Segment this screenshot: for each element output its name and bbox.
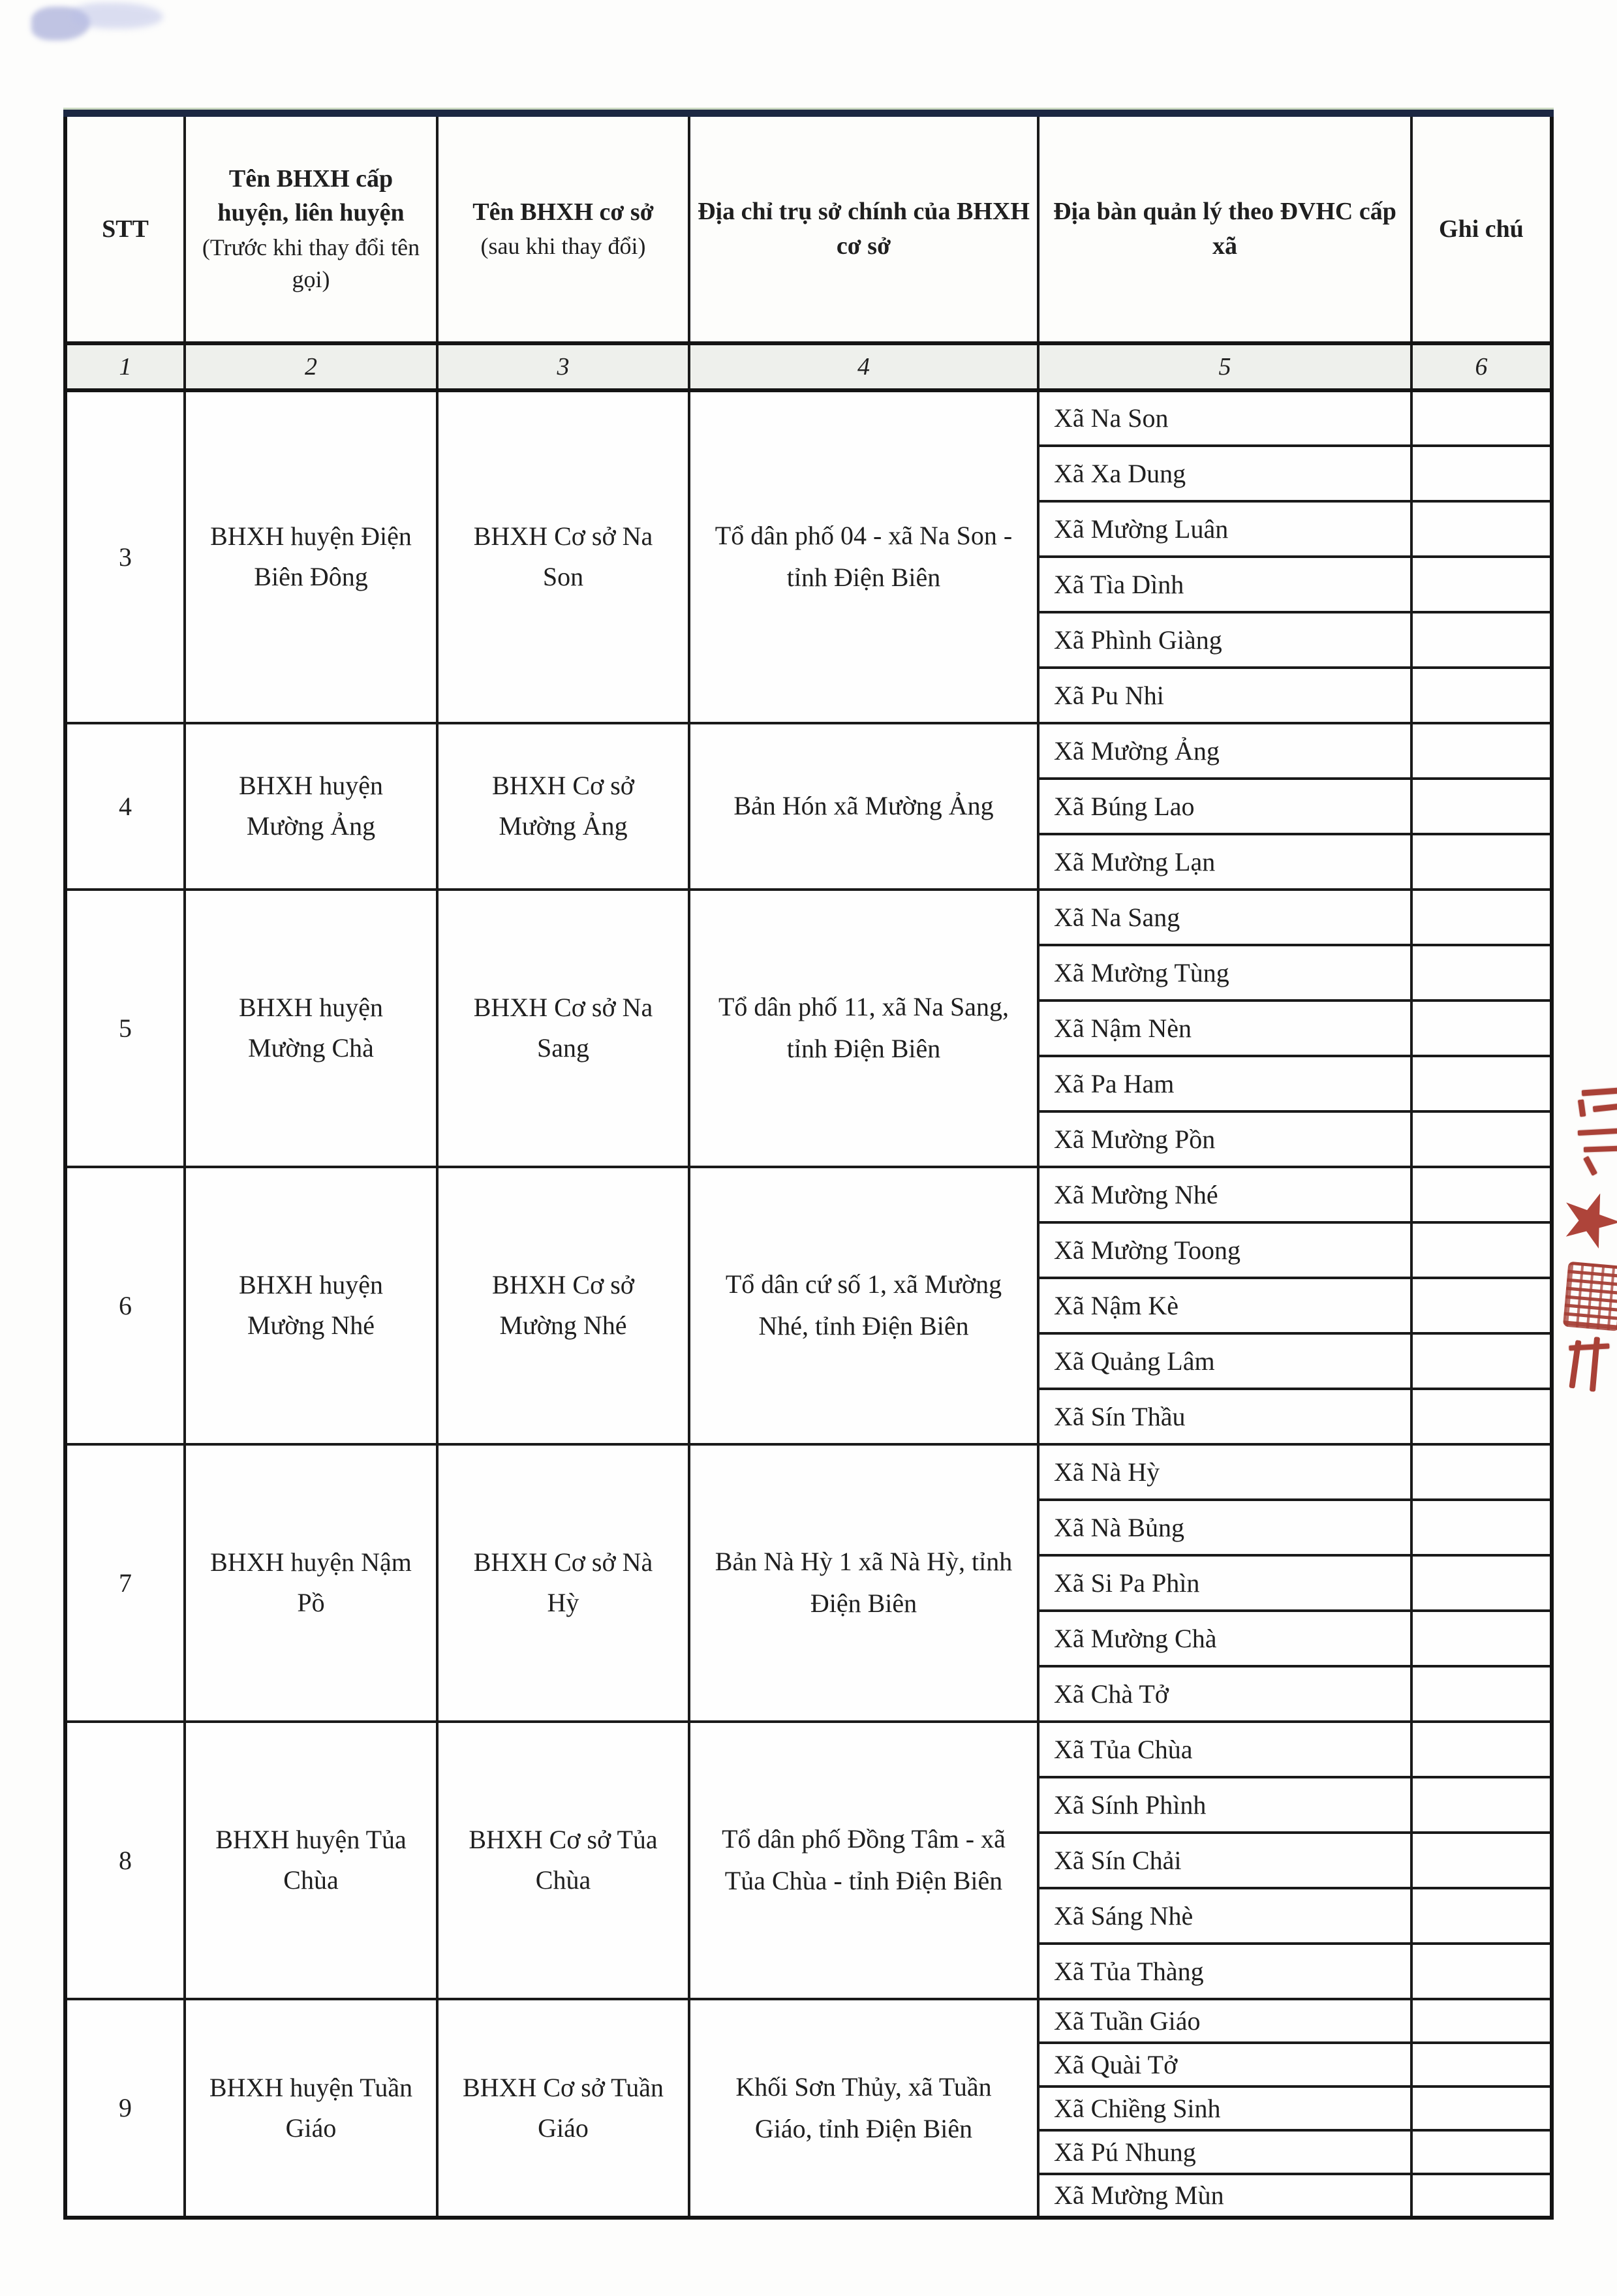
table-row — [65, 723, 1552, 779]
cell-commune: Xã Quảng Lâm — [1038, 1333, 1411, 1389]
cell-new-name: BHXH Cơ sở Nà Hỳ — [437, 1444, 689, 1722]
cell-commune: Xã Mường Nhé — [1038, 1167, 1411, 1222]
header-address — [689, 114, 1038, 343]
cell-note — [1411, 945, 1552, 1001]
cell-commune: Xã Na Sang — [1038, 890, 1411, 945]
cell-note — [1411, 834, 1552, 890]
cell-commune: Xã Sín Thầu — [1038, 1389, 1411, 1444]
cell-commune: Xã Pú Nhung — [1038, 2130, 1411, 2174]
cell-new-name: BHXH Cơ sở Mường Nhé — [437, 1167, 689, 1444]
cell-commune: Xã Mường Toong — [1038, 1222, 1411, 1278]
header-note — [1411, 114, 1552, 343]
cell-note — [1411, 1056, 1552, 1111]
cell-note — [1411, 1722, 1552, 1777]
cell-commune: Xã Mường Pồn — [1038, 1111, 1411, 1167]
cell-commune: Xã Mường Tùng — [1038, 945, 1411, 1001]
cell-note — [1411, 501, 1552, 557]
cell-note — [1411, 890, 1552, 945]
seal-bar-icon — [1583, 1156, 1597, 1176]
cell-commune: Xã Xa Dung — [1038, 446, 1411, 501]
cell-note — [1411, 446, 1552, 501]
cell-commune: Xã Mường Ảng — [1038, 723, 1411, 779]
cell-address: Tổ dân phố Đồng Tâm - xã Tủa Chùa - tỉnh Điện Biên — [689, 1722, 1038, 1999]
seal-stroke-icon — [1590, 1337, 1600, 1391]
cell-commune: Xã Phình Giàng — [1038, 612, 1411, 668]
cell-commune: Xã Chà Tở — [1038, 1666, 1411, 1722]
seal-stroke-icon — [1569, 1340, 1581, 1389]
header-stt-label: STT — [102, 215, 149, 243]
cell-old-name: BHXH huyện Mường Nhé — [185, 1167, 437, 1444]
cell-address: Tổ dân cứ số 1, xã Mường Nhé, tỉnh Điện Biên — [689, 1167, 1038, 1444]
cell-address: Bản Nà Hỳ 1 xã Nà Hỳ, tỉnh Điện Biên — [689, 1444, 1038, 1722]
header-old-name-main: Tên BHXH cấp huyện, liên huyện — [217, 164, 405, 227]
seal-bar-icon — [1578, 1099, 1586, 1117]
cell-commune: Xã Pu Nhi — [1038, 668, 1411, 723]
cell-note — [1411, 1167, 1552, 1222]
cell-note — [1411, 2130, 1552, 2174]
cell-old-name: BHXH huyện Tủa Chùa — [185, 1722, 437, 1999]
header-old-name — [185, 114, 437, 343]
table-row — [65, 1722, 1552, 1777]
cell-address: Khối Sơn Thủy, xã Tuần Giáo, tỉnh Điện Biên — [689, 1999, 1038, 2218]
cell-note — [1411, 1944, 1552, 1999]
cell-address: Tổ dân phố 04 - xã Na Son - tỉnh Điện Biên — [689, 390, 1038, 723]
cell-note — [1411, 2174, 1552, 2218]
cell-commune: Xã Nậm Nèn — [1038, 1001, 1411, 1056]
cell-note — [1411, 1888, 1552, 1944]
cell-stt: 9 — [65, 1999, 185, 2218]
seal-text-block-icon — [1563, 1262, 1617, 1331]
cell-commune: Xã Búng Lao — [1038, 779, 1411, 834]
seal-bar-icon — [1582, 1087, 1617, 1096]
cell-commune: Xã Sính Phình — [1038, 1777, 1411, 1833]
cell-note — [1411, 390, 1552, 446]
cell-new-name: BHXH Cơ sở Mường Ảng — [437, 723, 689, 890]
cell-old-name: BHXH huyện Nậm Pồ — [185, 1444, 437, 1722]
seal-star-icon — [1552, 1183, 1617, 1258]
seal-bar-icon — [1584, 1146, 1617, 1153]
header-new-name-main: Tên BHXH cơ sở — [472, 198, 654, 226]
cell-note — [1411, 723, 1552, 779]
cell-note — [1411, 1278, 1552, 1333]
scan-artifact-blob — [31, 3, 165, 43]
cell-commune: Xã Nà Hỳ — [1038, 1444, 1411, 1500]
cell-note — [1411, 668, 1552, 723]
column-index-2: 2 — [185, 343, 437, 390]
scan-artifact-blob-part — [31, 7, 90, 40]
cell-note — [1411, 1500, 1552, 1555]
cell-commune: Xã Sín Chải — [1038, 1833, 1411, 1888]
cell-commune: Xã Quài Tở — [1038, 2043, 1411, 2087]
cell-commune: Xã Si Pa Phìn — [1038, 1555, 1411, 1611]
cell-commune: Xã Nà Bủng — [1038, 1500, 1411, 1555]
cell-commune: Xã Tủa Thàng — [1038, 1944, 1411, 1999]
cell-commune: Xã Pa Ham — [1038, 1056, 1411, 1111]
cell-old-name: BHXH huyện Mường Chà — [185, 890, 437, 1167]
cell-stt: 6 — [65, 1167, 185, 1444]
cell-commune: Xã Mường Luân — [1038, 501, 1411, 557]
cell-note — [1411, 779, 1552, 834]
cell-address: Tổ dân phố 11, xã Na Sang, tỉnh Điện Biên — [689, 890, 1038, 1167]
cell-note — [1411, 1666, 1552, 1722]
cell-new-name: BHXH Cơ sở Na Son — [437, 390, 689, 723]
header-new-name-sub: (sau khi thay đổi) — [480, 233, 646, 260]
cell-commune: Xã Mường Lạn — [1038, 834, 1411, 890]
cell-note — [1411, 1333, 1552, 1389]
cell-commune: Xã Na Son — [1038, 390, 1411, 446]
cell-note — [1411, 1389, 1552, 1444]
cell-commune: Xã Mường Mùn — [1038, 2174, 1411, 2218]
cell-new-name: BHXH Cơ sở Tủa Chùa — [437, 1722, 689, 1999]
red-seal-fragment — [1549, 1087, 1617, 1397]
cell-note — [1411, 557, 1552, 612]
seal-bar-icon — [1569, 1343, 1609, 1350]
header-area — [1038, 114, 1411, 343]
cell-stt: 3 — [65, 390, 185, 723]
column-index-3: 3 — [437, 343, 689, 390]
table-row — [65, 1999, 1552, 2043]
cell-commune: Xã Sáng Nhè — [1038, 1888, 1411, 1944]
cell-note — [1411, 2087, 1552, 2130]
column-index-6: 6 — [1411, 343, 1552, 390]
cell-stt: 4 — [65, 723, 185, 890]
cell-old-name: BHXH huyện Tuần Giáo — [185, 1999, 437, 2218]
header-old-name-sub: (Trước khi thay đổi tên gọi) — [202, 234, 420, 293]
bhxh-rename-table — [63, 110, 1554, 2220]
cell-commune: Xã Mường Chà — [1038, 1611, 1411, 1666]
header-note-label: Ghi chú — [1439, 215, 1524, 243]
cell-stt: 7 — [65, 1444, 185, 1722]
header-stt — [65, 114, 185, 343]
scan-artifact-blob-part — [72, 3, 163, 29]
cell-note — [1411, 1777, 1552, 1833]
cell-stt: 5 — [65, 890, 185, 1167]
cell-note — [1411, 612, 1552, 668]
cell-note — [1411, 1999, 1552, 2043]
header-area-label: Địa bàn quản lý theo ĐVHC cấp xã — [1053, 198, 1396, 260]
cell-commune: Xã Tủa Chùa — [1038, 1722, 1411, 1777]
cell-commune: Xã Chiềng Sinh — [1038, 2087, 1411, 2130]
cell-note — [1411, 1111, 1552, 1167]
cell-address: Bản Hón xã Mường Ảng — [689, 723, 1038, 890]
cell-note — [1411, 1444, 1552, 1500]
cell-old-name: BHXH huyện Điện Biên Đông — [185, 390, 437, 723]
seal-bar-icon — [1593, 1104, 1617, 1113]
cell-stt: 8 — [65, 1722, 185, 1999]
table-row — [65, 1444, 1552, 1500]
column-index-5: 5 — [1038, 343, 1411, 390]
cell-note — [1411, 1001, 1552, 1056]
column-index-row — [65, 343, 1552, 390]
column-index-4: 4 — [689, 343, 1038, 390]
cell-commune: Xã Tuần Giáo — [1038, 1999, 1411, 2043]
table-row — [65, 1167, 1552, 1222]
cell-new-name: BHXH Cơ sở Tuần Giáo — [437, 1999, 689, 2218]
cell-note — [1411, 1222, 1552, 1278]
header-new-name — [437, 114, 689, 343]
seal-bar-icon — [1578, 1128, 1617, 1136]
cell-note — [1411, 1611, 1552, 1666]
cell-note — [1411, 2043, 1552, 2087]
column-index-1: 1 — [65, 343, 185, 390]
table-header-row — [65, 114, 1552, 343]
cell-note — [1411, 1555, 1552, 1611]
table-row — [65, 890, 1552, 945]
cell-new-name: BHXH Cơ sở Na Sang — [437, 890, 689, 1167]
cell-commune: Xã Tìa Dình — [1038, 557, 1411, 612]
header-address-label: Địa chỉ trụ sở chính của BHXH cơ sở — [698, 198, 1030, 260]
cell-commune: Xã Nậm Kè — [1038, 1278, 1411, 1333]
cell-old-name: BHXH huyện Mường Ảng — [185, 723, 437, 890]
cell-note — [1411, 1833, 1552, 1888]
table-row — [65, 390, 1552, 446]
